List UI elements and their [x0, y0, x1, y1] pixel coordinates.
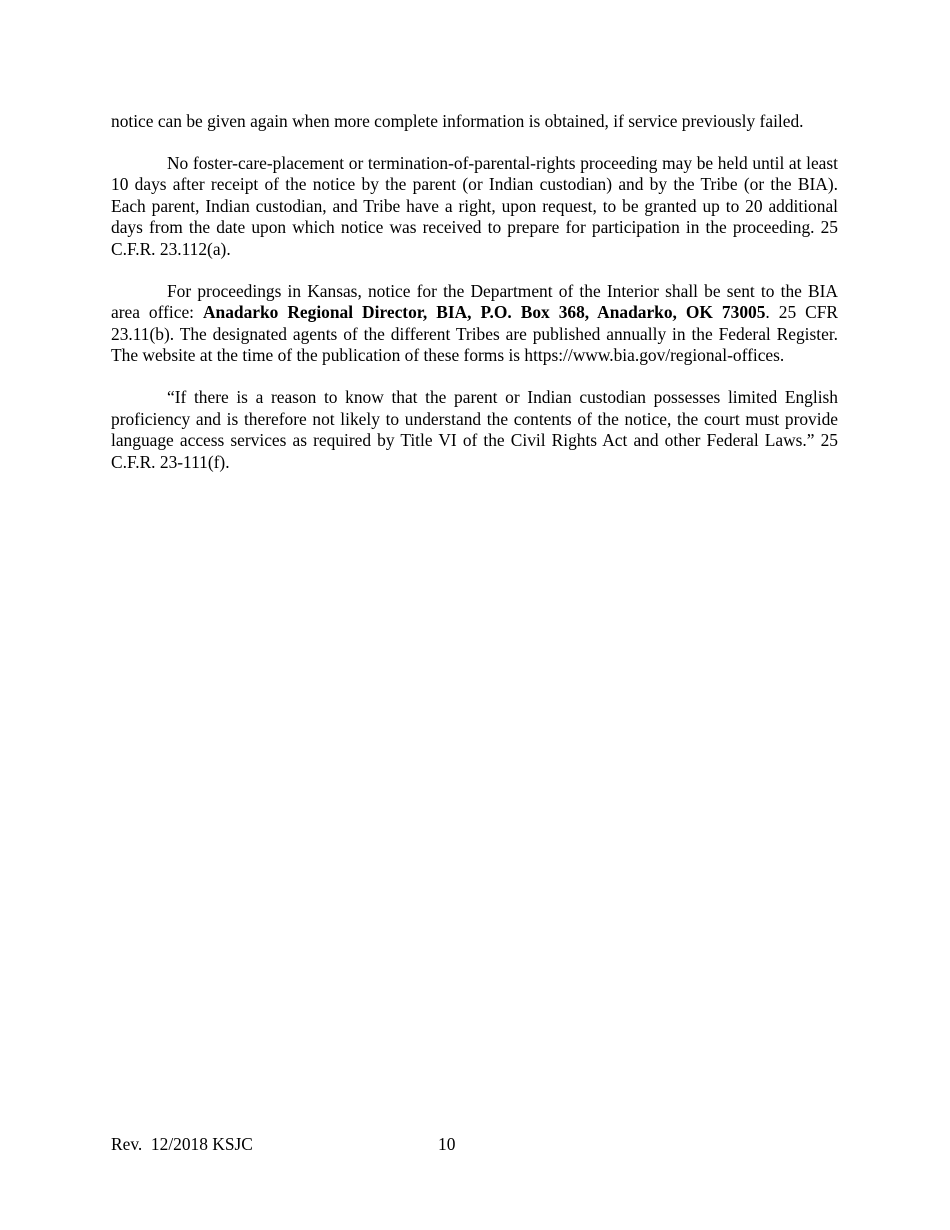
document-body: [111, 111, 838, 493]
kansas-notice-text-start: For proceedings in Kansas, notice for the Department of the Interior shall be sent to the BIA area office:: [111, 280, 838, 323]
kansas-notice-text-end: . 25 CFR 23.11(b). The designated agents of the different Tribes are published annually in the Federal Register. The website at the time of the publication of these forms is https://www.bia.gov/regional-offices.: [111, 302, 838, 366]
paragraph-proceeding-timing: No foster-care-placement or termination-of-parental-rights proceeding may be held until at least 10 days after receipt of the notice by the parent (or Indian custodian) and by the Tribe (or the BIA). Each parent, Indian custodian, and Tribe have a right, upon request, to be granted up to 20 additional days from the date upon which notice was received to prepare for participation in the proceeding. 25 C.F.R. 23.112(a).: [111, 152, 838, 259]
paragraph-kansas-notice: [111, 281, 838, 367]
page-number: 10: [438, 1134, 456, 1154]
paragraph-notice-continuation: notice can be given again when more complete information is obtained, if service previously failed.: [111, 111, 804, 131]
paragraph-language-access: “If there is a reason to know that the parent or Indian custodian possesses limited English proficiency and is therefore not likely to understand the contents of the notice, the court must provide language access services as required by Title VI of the Civil Rights Act and other Federal Laws.” 25 C.F.R. 23-111(f).: [111, 386, 838, 472]
page-footer: [111, 1133, 838, 1157]
bia-address: Anadarko Regional Director, BIA, P.O. Box 368, Anadarko, OK 73005: [203, 302, 766, 323]
revision-label: Rev. 12/2018 KSJC: [111, 1134, 253, 1154]
